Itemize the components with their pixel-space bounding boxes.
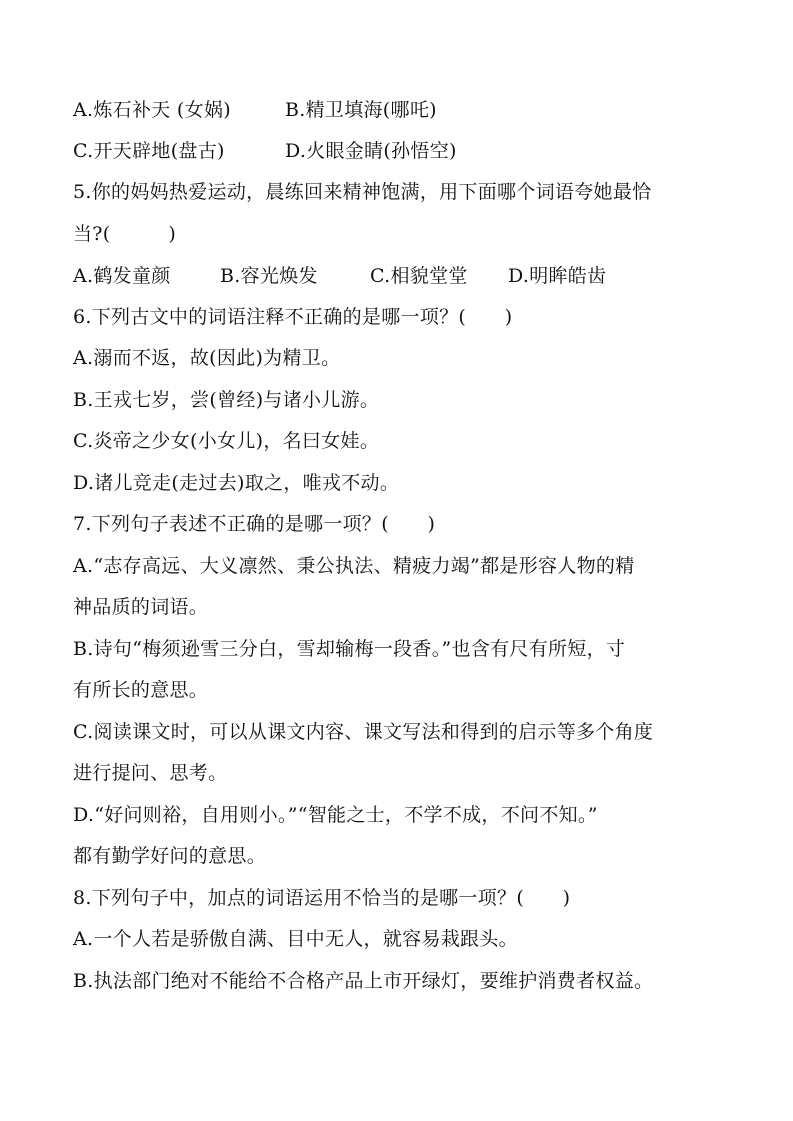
- question-5-stem-continued: 当?( ): [73, 223, 177, 245]
- option-b: B.精卫填海(哪吒): [285, 99, 437, 121]
- question-7-stem: 7.下列句子表述不正确的是哪一项？( ): [73, 513, 436, 535]
- option-d: D.火眼金睛(孙悟空): [285, 140, 457, 162]
- question-8-stem: 8.下列句子中，加点的词语运用不恰当的是哪一项？( ): [73, 887, 571, 909]
- question-8-option-b: B.执法部门绝对不能给不合格产品上市开绿灯，要维护消费者权益。: [73, 970, 654, 992]
- option-b: B.容光焕发: [220, 265, 318, 287]
- question-4-options-ab: [73, 98, 733, 122]
- question-7-option-a-continued: 神品质的词语。: [73, 596, 209, 618]
- question-6-stem: 6.下列古文中的词语注释不正确的是哪一项？( ): [73, 306, 513, 328]
- question-7-option-d-continued: 都有勤学好问的意思。: [73, 845, 267, 867]
- question-7-option-a: A.“志存高远、大义凛然、秉公执法、精疲力竭”都是形容人物的精: [73, 555, 635, 577]
- option-c: C.开天辟地(盘古): [73, 140, 225, 162]
- question-4-options-cd: [73, 139, 733, 163]
- option-a: A.鹤发童颜: [73, 265, 171, 287]
- option-a: A.炼石补天 (女娲): [73, 99, 231, 121]
- question-6-option-c: C.炎帝之少女(小女儿)，名曰女娃。: [73, 430, 380, 452]
- question-5-options: [73, 264, 733, 288]
- question-7-option-c-continued: 进行提问、思考。: [73, 762, 228, 784]
- question-7-option-b-continued: 有所长的意思。: [73, 679, 209, 701]
- option-c: C.相貌堂堂: [370, 265, 468, 287]
- question-5-stem: 5.你的妈妈热爱运动，晨练回来精神饱满，用下面哪个词语夸她最恰: [73, 181, 652, 203]
- question-7-option-b: B.诗句“梅须逊雪三分白，雪却输梅一段香。”也含有尺有所短，寸: [73, 638, 626, 660]
- option-d: D.明眸皓齿: [508, 265, 607, 287]
- question-7-option-d: D.“好问则裕，自用则小。”“智能之士，不学不成，不问不知。”: [73, 804, 598, 826]
- question-6-option-a: A.溺而不返，故(因此)为精卫。: [73, 347, 341, 369]
- question-7-option-c: C.阅读课文时，可以从课文内容、课文写法和得到的启示等多个角度: [73, 721, 654, 743]
- question-6-option-d: D.诸儿竞走(走过去)取之，唯戎不动。: [73, 472, 400, 494]
- question-8-option-a: A.一个人若是骄傲自满、目中无人，就容易栽跟头。: [73, 928, 518, 950]
- question-6-option-b: B.王戎七岁，尝(曾经)与诸小儿游。: [73, 389, 380, 411]
